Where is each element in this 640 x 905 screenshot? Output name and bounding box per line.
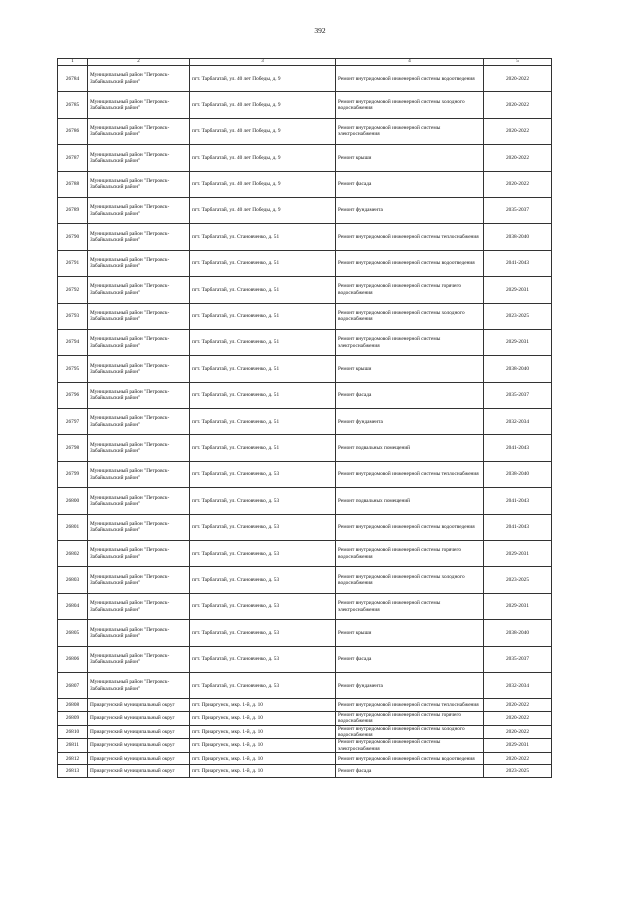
address-cell: пгт. Тарбагатай, ул. 40 лет Победы, д. 9	[190, 171, 336, 197]
row-number: 26788	[58, 171, 88, 197]
municipality-cell: Муниципальный район "Петровск-Забайкальский район"	[88, 593, 190, 619]
years-cell: 2035-2037	[484, 382, 552, 408]
work-type-cell: Ремонт внутридомовой инженерной системы водоотведения	[336, 752, 484, 765]
table-row	[58, 92, 552, 118]
row-number: 26797	[58, 409, 88, 435]
row-number: 26804	[58, 593, 88, 619]
years-cell: 2038-2040	[484, 356, 552, 382]
work-type-cell: Ремонт внутридомовой инженерной системы электроснабжения	[336, 118, 484, 144]
years-cell: 2020-2022	[484, 92, 552, 118]
table-row	[58, 66, 552, 92]
address-cell: пгт. Тарбагатай, ул. Становченко, д. 51	[190, 329, 336, 355]
row-number: 26793	[58, 303, 88, 329]
work-type-cell: Ремонт подвальных помещений	[336, 488, 484, 514]
table-row	[58, 514, 552, 540]
column-header: 5	[484, 59, 552, 66]
row-number: 26805	[58, 620, 88, 646]
years-cell: 2023-2025	[484, 567, 552, 593]
table-row	[58, 145, 552, 171]
years-cell: 2020-2022	[484, 66, 552, 92]
municipality-cell: Муниципальный район "Петровск-Забайкальский район"	[88, 514, 190, 540]
row-number: 26810	[58, 725, 88, 739]
address-cell: пгт. Тарбагатай, ул. 40 лет Победы, д. 9	[190, 118, 336, 144]
work-type-cell: Ремонт внутридомовой инженерной системы холодного водоснабжения	[336, 567, 484, 593]
municipality-cell: Муниципальный район "Петровск-Забайкальский район"	[88, 145, 190, 171]
table-row	[58, 765, 552, 778]
table-row	[58, 699, 552, 712]
municipality-cell: Муниципальный район "Петровск-Забайкальский район"	[88, 224, 190, 250]
years-cell: 2029-2031	[484, 277, 552, 303]
row-number: 26808	[58, 699, 88, 712]
table-row	[58, 171, 552, 197]
years-cell: 2029-2031	[484, 541, 552, 567]
municipality-cell: Муниципальный район "Петровск-Забайкальский район"	[88, 672, 190, 698]
work-type-cell: Ремонт внутридомовой инженерной системы холодного водоснабжения	[336, 725, 484, 739]
municipality-cell: Муниципальный район "Петровск-Забайкальский район"	[88, 461, 190, 487]
row-number: 26790	[58, 224, 88, 250]
years-cell: 2023-2025	[484, 303, 552, 329]
address-cell: пгт. Тарбагатай, ул. Становченко, д. 51	[190, 356, 336, 382]
work-type-cell: Ремонт внутридомовой инженерной системы электроснабжения	[336, 593, 484, 619]
work-type-cell: Ремонт крыши	[336, 356, 484, 382]
table-row	[58, 711, 552, 725]
address-cell: пгт. Тарбагатай, ул. Становченко, д. 53	[190, 567, 336, 593]
municipality-cell: Муниципальный район "Петровск-Забайкальский район"	[88, 329, 190, 355]
row-number: 26801	[58, 514, 88, 540]
municipality-cell: Муниципальный район "Петровск-Забайкальский район"	[88, 541, 190, 567]
table-row	[58, 620, 552, 646]
municipality-cell: Муниципальный район "Петровск-Забайкальский район"	[88, 197, 190, 223]
municipality-cell: Муниципальный район "Петровск-Забайкальский район"	[88, 250, 190, 276]
municipality-cell: Муниципальный район "Петровск-Забайкальский район"	[88, 646, 190, 672]
municipality-cell: Приаргунский муниципальный округ	[88, 711, 190, 725]
address-cell: пгт. Приаргунск, мкр. 1-й, д. 10	[190, 699, 336, 712]
municipality-cell: Муниципальный район "Петровск-Забайкальский район"	[88, 620, 190, 646]
address-cell: пгт. Тарбагатай, ул. 40 лет Победы, д. 9	[190, 197, 336, 223]
years-cell: 2041-2043	[484, 250, 552, 276]
municipality-cell: Муниципальный район "Петровск-Забайкальский район"	[88, 277, 190, 303]
row-number: 26807	[58, 672, 88, 698]
row-number: 26789	[58, 197, 88, 223]
years-cell: 2020-2022	[484, 699, 552, 712]
years-cell: 2020-2022	[484, 711, 552, 725]
work-type-cell: Ремонт внутридомовой инженерной системы горячего водоснабжения	[336, 541, 484, 567]
row-number: 26813	[58, 765, 88, 778]
municipality-cell: Муниципальный район "Петровск-Забайкальский район"	[88, 409, 190, 435]
work-type-cell: Ремонт внутридомовой инженерной системы холодного водоснабжения	[336, 303, 484, 329]
address-cell: пгт. Тарбагатай, ул. Становченко, д. 51	[190, 382, 336, 408]
address-cell: пгт. Приаргунск, мкр. 1-й, д. 10	[190, 765, 336, 778]
work-type-cell: Ремонт фасада	[336, 646, 484, 672]
address-cell: пгт. Тарбагатай, ул. Становченко, д. 53	[190, 620, 336, 646]
years-cell: 2020-2022	[484, 118, 552, 144]
table-row	[58, 277, 552, 303]
municipality-cell: Муниципальный район "Петровск-Забайкальский район"	[88, 92, 190, 118]
row-number: 26800	[58, 488, 88, 514]
row-number: 26809	[58, 711, 88, 725]
address-cell: пгт. Тарбагатай, ул. Становченко, д. 53	[190, 461, 336, 487]
years-cell: 2038-2040	[484, 620, 552, 646]
years-cell: 2023-2025	[484, 765, 552, 778]
row-number: 26803	[58, 567, 88, 593]
years-cell: 2041-2043	[484, 514, 552, 540]
column-header: 2	[88, 59, 190, 66]
work-type-cell: Ремонт внутридомовой инженерной системы водоотведения	[336, 250, 484, 276]
address-cell: пгт. Приаргунск, мкр. 1-й, д. 10	[190, 725, 336, 739]
work-type-cell: Ремонт подвальных помещений	[336, 435, 484, 461]
table-row	[58, 435, 552, 461]
table-row	[58, 593, 552, 619]
table-row	[58, 382, 552, 408]
row-number: 26792	[58, 277, 88, 303]
table-row	[58, 356, 552, 382]
column-header: 4	[336, 59, 484, 66]
table-row	[58, 567, 552, 593]
table-row	[58, 197, 552, 223]
work-type-cell: Ремонт фундамента	[336, 197, 484, 223]
row-number: 26799	[58, 461, 88, 487]
row-number: 26811	[58, 739, 88, 753]
table-row	[58, 224, 552, 250]
municipality-cell: Муниципальный район "Петровск-Забайкальский район"	[88, 66, 190, 92]
municipality-cell: Приаргунский муниципальный округ	[88, 765, 190, 778]
municipality-cell: Муниципальный район "Петровск-Забайкальский район"	[88, 488, 190, 514]
work-type-cell: Ремонт внутридомовой инженерной системы теплоснабжения	[336, 699, 484, 712]
work-type-cell: Ремонт фундамента	[336, 409, 484, 435]
years-cell: 2020-2022	[484, 752, 552, 765]
years-cell: 2035-2037	[484, 646, 552, 672]
years-cell: 2041-2043	[484, 435, 552, 461]
address-cell: пгт. Тарбагатай, ул. Становченко, д. 53	[190, 488, 336, 514]
address-cell: пгт. Тарбагатай, ул. Становченко, д. 53	[190, 672, 336, 698]
municipality-cell: Приаргунский муниципальный округ	[88, 699, 190, 712]
column-header: 3	[190, 59, 336, 66]
row-number: 26784	[58, 66, 88, 92]
years-cell: 2032-2034	[484, 409, 552, 435]
years-cell: 2038-2040	[484, 224, 552, 250]
address-cell: пгт. Тарбагатай, ул. Становченко, д. 51	[190, 250, 336, 276]
row-number: 26787	[58, 145, 88, 171]
table-row	[58, 118, 552, 144]
table-row	[58, 329, 552, 355]
municipality-cell: Приаргунский муниципальный округ	[88, 739, 190, 753]
row-number: 26796	[58, 382, 88, 408]
address-cell: пгт. Приаргунск, мкр. 1-й, д. 10	[190, 752, 336, 765]
table-row	[58, 672, 552, 698]
years-cell: 2020-2022	[484, 171, 552, 197]
years-cell: 2032-2034	[484, 672, 552, 698]
row-number: 26802	[58, 541, 88, 567]
table-row	[58, 250, 552, 276]
work-type-cell: Ремонт фасада	[336, 765, 484, 778]
column-header: 1	[58, 59, 88, 66]
years-cell: 2029-2031	[484, 329, 552, 355]
row-number: 26786	[58, 118, 88, 144]
work-type-cell: Ремонт внутридомовой инженерной системы электроснабжения	[336, 739, 484, 753]
work-type-cell: Ремонт внутридомовой инженерной системы теплоснабжения	[336, 224, 484, 250]
repair-schedule-table	[57, 58, 552, 778]
table-row	[58, 752, 552, 765]
table-row	[58, 739, 552, 753]
address-cell: пгт. Тарбагатай, ул. Становченко, д. 53	[190, 646, 336, 672]
work-type-cell: Ремонт фасада	[336, 382, 484, 408]
table-header-row	[58, 59, 552, 66]
work-type-cell: Ремонт крыши	[336, 620, 484, 646]
page-number: 392	[314, 26, 326, 35]
work-type-cell: Ремонт внутридомовой инженерной системы горячего водоснабжения	[336, 277, 484, 303]
work-type-cell: Ремонт фундамента	[336, 672, 484, 698]
work-type-cell: Ремонт внутридомовой инженерной системы водоотведения	[336, 66, 484, 92]
years-cell: 2020-2022	[484, 145, 552, 171]
address-cell: пгт. Тарбагатай, ул. Становченко, д. 51	[190, 409, 336, 435]
municipality-cell: Приаргунский муниципальный округ	[88, 752, 190, 765]
table-row	[58, 488, 552, 514]
address-cell: пгт. Тарбагатай, ул. 40 лет Победы, д. 9	[190, 145, 336, 171]
address-cell: пгт. Тарбагатай, ул. Становченко, д. 53	[190, 593, 336, 619]
table-row	[58, 541, 552, 567]
years-cell: 2029-2031	[484, 739, 552, 753]
row-number: 26806	[58, 646, 88, 672]
years-cell: 2041-2043	[484, 488, 552, 514]
address-cell: пгт. Приаргунск, мкр. 1-й, д. 10	[190, 739, 336, 753]
address-cell: пгт. Тарбагатай, ул. 40 лет Победы, д. 9	[190, 92, 336, 118]
municipality-cell: Муниципальный район "Петровск-Забайкальский район"	[88, 118, 190, 144]
years-cell: 2029-2031	[484, 593, 552, 619]
address-cell: пгт. Тарбагатай, ул. Становченко, д. 51	[190, 435, 336, 461]
table-row	[58, 409, 552, 435]
municipality-cell: Муниципальный район "Петровск-Забайкальский район"	[88, 171, 190, 197]
municipality-cell: Муниципальный район "Петровск-Забайкальский район"	[88, 567, 190, 593]
row-number: 26791	[58, 250, 88, 276]
row-number: 26795	[58, 356, 88, 382]
address-cell: пгт. Тарбагатай, ул. Становченко, д. 53	[190, 541, 336, 567]
table-row	[58, 461, 552, 487]
municipality-cell: Муниципальный район "Петровск-Забайкальский район"	[88, 303, 190, 329]
table-row	[58, 303, 552, 329]
address-cell: пгт. Тарбагатай, ул. Становченко, д. 53	[190, 514, 336, 540]
municipality-cell: Муниципальный район "Петровск-Забайкальский район"	[88, 382, 190, 408]
table-row	[58, 646, 552, 672]
work-type-cell: Ремонт фасада	[336, 171, 484, 197]
work-type-cell: Ремонт внутридомовой инженерной системы теплоснабжения	[336, 461, 484, 487]
table-row	[58, 725, 552, 739]
years-cell: 2020-2022	[484, 725, 552, 739]
address-cell: пгт. Тарбагатай, ул. Становченко, д. 51	[190, 277, 336, 303]
row-number: 26798	[58, 435, 88, 461]
work-type-cell: Ремонт внутридомовой инженерной системы водоотведения	[336, 514, 484, 540]
address-cell: пгт. Тарбагатай, ул. Становченко, д. 51	[190, 303, 336, 329]
work-type-cell: Ремонт крыши	[336, 145, 484, 171]
address-cell: пгт. Приаргунск, мкр. 1-й, д. 10	[190, 711, 336, 725]
address-cell: пгт. Тарбагатай, ул. 40 лет Победы, д. 9	[190, 66, 336, 92]
address-cell: пгт. Тарбагатай, ул. Становченко, д. 51	[190, 224, 336, 250]
municipality-cell: Муниципальный район "Петровск-Забайкальский район"	[88, 356, 190, 382]
row-number: 26812	[58, 752, 88, 765]
work-type-cell: Ремонт внутридомовой инженерной системы электроснабжения	[336, 329, 484, 355]
table-body	[58, 66, 552, 778]
municipality-cell: Приаргунский муниципальный округ	[88, 725, 190, 739]
work-type-cell: Ремонт внутридомовой инженерной системы холодного водоснабжения	[336, 92, 484, 118]
years-cell: 2038-2040	[484, 461, 552, 487]
work-type-cell: Ремонт внутридомовой инженерной системы горячего водоснабжения	[336, 711, 484, 725]
row-number: 26785	[58, 92, 88, 118]
row-number: 26794	[58, 329, 88, 355]
years-cell: 2035-2037	[484, 197, 552, 223]
municipality-cell: Муниципальный район "Петровск-Забайкальский район"	[88, 435, 190, 461]
